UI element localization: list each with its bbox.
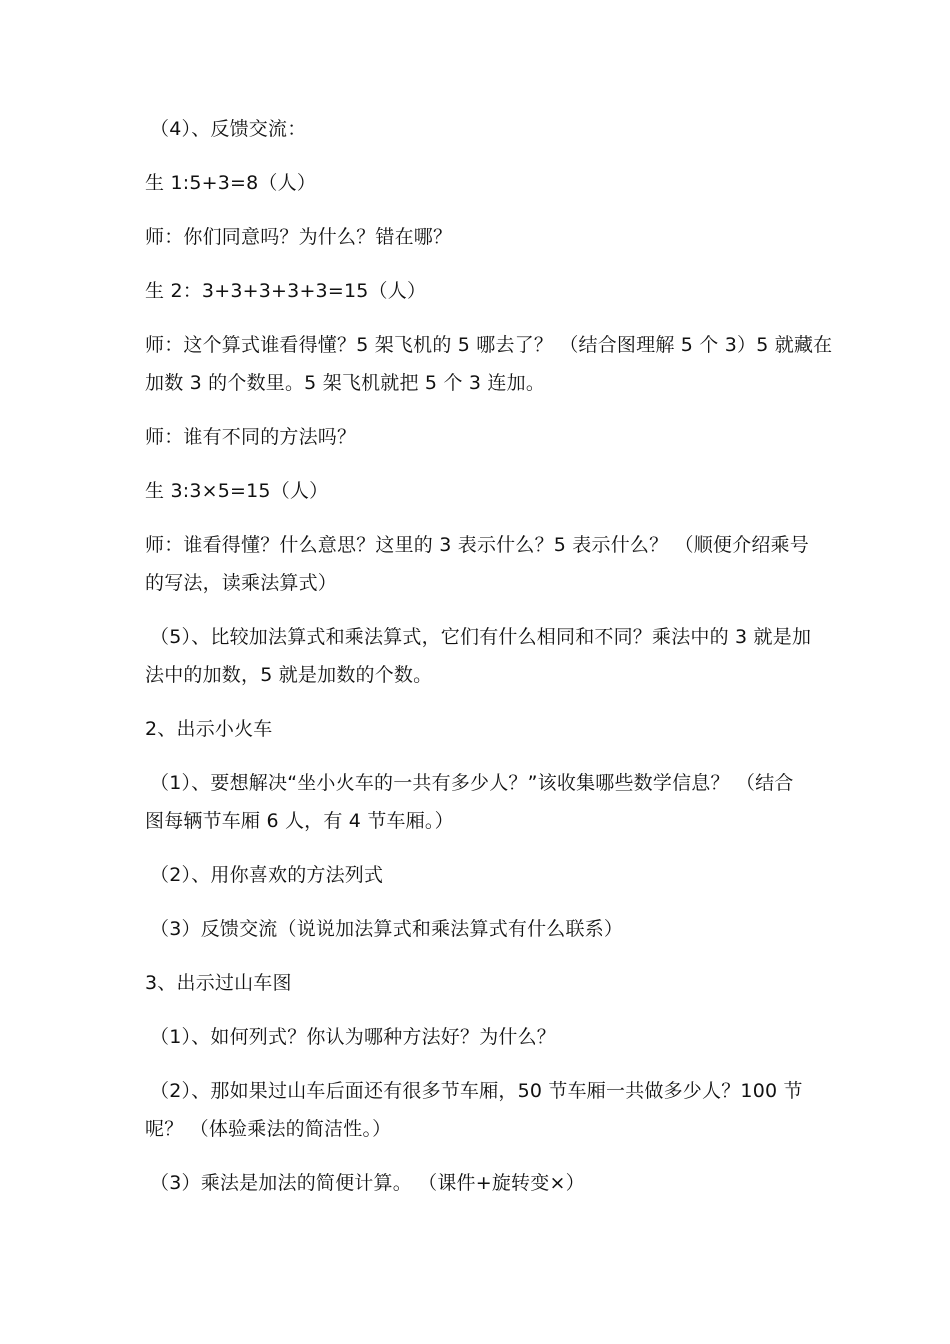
teacher-question-3-line-2: 的写法，读乘法算式） (145, 572, 338, 594)
train-question-line-1: （1）、要想解决“坐小火车的一共有多少人？”该收集哪些数学信息？ （结合 (150, 772, 794, 794)
train-step-3: （3）反馈交流（说说加法算式和乘法算式有什么联系） (150, 918, 624, 940)
coaster-step-2-line-2: 呢？ （体验乘法的简洁性。） (145, 1118, 392, 1140)
student-answer-2: 生 2：3+3+3+3+3=15（人） (145, 280, 427, 302)
teacher-explanation-line-2: 加数 3 的个数里。5 架飞机就把 5 个 3 连加。 (145, 372, 546, 394)
coaster-step-3: （3）乘法是加法的简便计算。 （课件+旋转变×） (150, 1172, 585, 1194)
teacher-explanation-line-1: 师：这个算式谁看得懂？5 架飞机的 5 哪去了？ （结合图理解 5 个 3）5 就藏在 (145, 334, 833, 356)
train-step-2: （2）、用你喜欢的方法列式 (150, 864, 384, 886)
section-heading-feedback: （4）、反馈交流： (150, 118, 307, 140)
comparison-line-1: （5）、比较加法算式和乘法算式，它们有什么相同和不同？乘法中的 3 就是加 (150, 626, 812, 648)
student-answer-1: 生 1:5+3=8（人） (145, 172, 317, 194)
teacher-question-3-line-1: 师：谁看得懂？什么意思？这里的 3 表示什么？5 表示什么？ （顺便介绍乘号 (145, 534, 809, 556)
student-answer-3: 生 3:3×5=15（人） (145, 480, 329, 502)
teacher-question-2: 师：谁有不同的方法吗？ (145, 426, 357, 448)
train-question-line-2: 图每辆节车厢 6 人，有 4 节车厢。） (145, 810, 454, 832)
coaster-step-1: （1）、如何列式？你认为哪种方法好？为什么？ (150, 1026, 556, 1048)
coaster-step-2-line-1: （2）、那如果过山车后面还有很多节车厢，50 节车厢一共做多少人？100 节 (150, 1080, 803, 1102)
comparison-line-2: 法中的加数，5 就是加数的个数。 (145, 664, 433, 686)
teacher-question-1: 师：你们同意吗？为什么？错在哪？ (145, 226, 453, 248)
section-heading-coaster: 3、出示过山车图 (145, 972, 292, 994)
section-heading-train: 2、出示小火车 (145, 718, 273, 740)
